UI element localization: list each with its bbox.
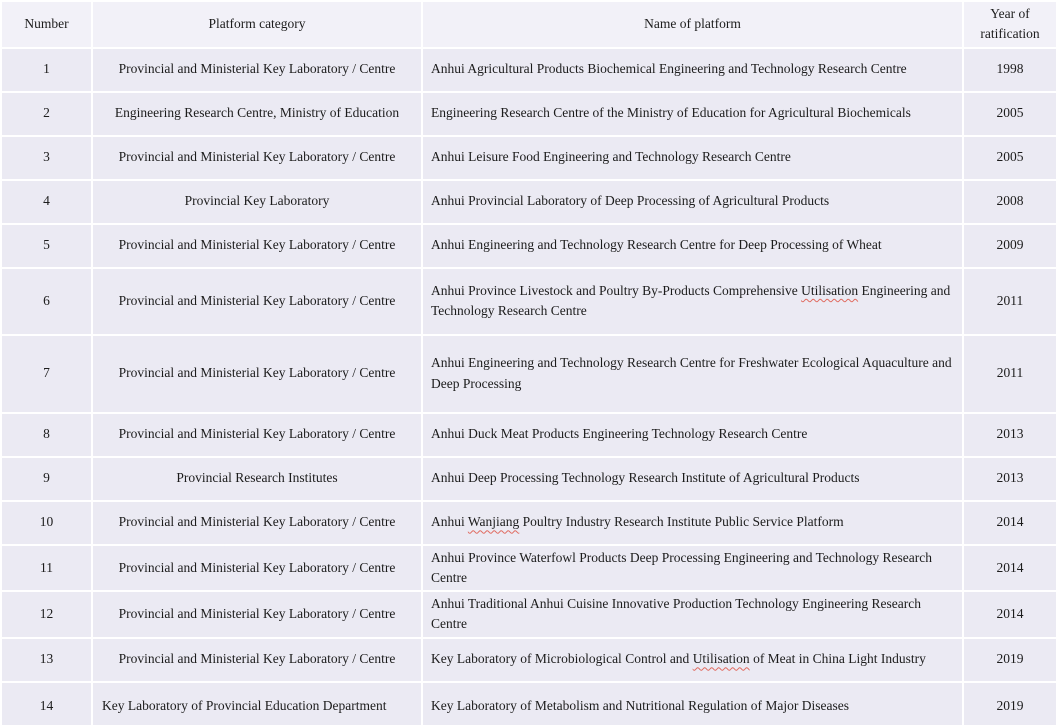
name-cell (422, 413, 963, 457)
name-cell (422, 48, 963, 92)
header-row (1, 1, 1056, 48)
number-cell: 14 (1, 682, 92, 725)
number-cell: 13 (1, 638, 92, 682)
table-row (1, 268, 1056, 335)
misspelled-word: Wanjiang (467, 514, 520, 530)
name-text: of Meat in China Light Industry (749, 651, 926, 667)
misspelled-word: Utilisation (692, 651, 750, 667)
table-row (1, 682, 1056, 725)
year-cell: 2014 (963, 545, 1056, 592)
column-header-number: Number (1, 1, 92, 48)
year-cell: 2011 (963, 335, 1056, 413)
year-cell: 2005 (963, 136, 1056, 180)
name-text: Anhui Traditional Anhui Cuisine Innovative Production Technology Engineering Research Centre (431, 596, 921, 632)
name-text: Anhui Province Livestock and Poultry By-Products Comprehensive (431, 282, 802, 298)
category-cell: Provincial and Ministerial Key Laboratory / Centre (92, 48, 422, 92)
number-cell: 3 (1, 136, 92, 180)
year-cell: 2013 (963, 413, 1056, 457)
name-text: Anhui Leisure Food Engineering and Technology Research Centre (431, 149, 791, 165)
table-row (1, 638, 1056, 682)
number-cell: 11 (1, 545, 92, 592)
name-cell (422, 682, 963, 725)
category-cell: Provincial and Ministerial Key Laboratory / Centre (92, 638, 422, 682)
category-cell: Provincial and Ministerial Key Laboratory / Centre (92, 591, 422, 638)
category-cell: Provincial and Ministerial Key Laboratory / Centre (92, 501, 422, 545)
column-header-year-of-ratification: Year of ratification (963, 1, 1056, 48)
table-row (1, 413, 1056, 457)
category-cell: Provincial and Ministerial Key Laboratory / Centre (92, 413, 422, 457)
number-cell: 8 (1, 413, 92, 457)
table-row (1, 335, 1056, 413)
table-row (1, 180, 1056, 224)
table-row (1, 224, 1056, 268)
table-row (1, 92, 1056, 136)
category-cell: Provincial and Ministerial Key Laboratory / Centre (92, 268, 422, 335)
table-header (1, 1, 1056, 48)
name-cell (422, 591, 963, 638)
category-cell: Provincial and Ministerial Key Laboratory / Centre (92, 335, 422, 413)
name-text: Anhui Engineering and Technology Research Centre for Deep Processing of Wheat (431, 237, 882, 253)
name-cell (422, 638, 963, 682)
name-cell (422, 545, 963, 592)
category-cell: Provincial and Ministerial Key Laboratory / Centre (92, 136, 422, 180)
name-text: Anhui Agricultural Products Biochemical Engineering and Technology Research Centre (431, 61, 907, 77)
name-text: Engineering Research Centre of the Ministry of Education for Agricultural Biochemicals (431, 105, 911, 121)
year-cell: 1998 (963, 48, 1056, 92)
year-cell: 2011 (963, 268, 1056, 335)
name-text: Key Laboratory of Microbiological Control and (431, 651, 693, 667)
category-cell: Provincial and Ministerial Key Laboratory / Centre (92, 545, 422, 592)
year-cell: 2019 (963, 682, 1056, 725)
name-cell (422, 457, 963, 501)
name-cell (422, 501, 963, 545)
category-cell: Engineering Research Centre, Ministry of Education (92, 92, 422, 136)
number-cell: 6 (1, 268, 92, 335)
number-cell: 9 (1, 457, 92, 501)
name-text: Anhui Deep Processing Technology Research Institute of Agricultural Products (431, 470, 860, 486)
category-cell: Provincial Research Institutes (92, 457, 422, 501)
number-cell: 5 (1, 224, 92, 268)
category-cell: Provincial and Ministerial Key Laboratory / Centre (92, 224, 422, 268)
column-header-platform-category: Platform category (92, 1, 422, 48)
column-header-name-of-platform: Name of platform (422, 1, 963, 48)
name-cell (422, 180, 963, 224)
name-text: Anhui Provincial Laboratory of Deep Processing of Agricultural Products (431, 193, 830, 209)
number-cell: 1 (1, 48, 92, 92)
number-cell: 2 (1, 92, 92, 136)
year-cell: 2008 (963, 180, 1056, 224)
name-text: Anhui Engineering and Technology Research Centre for Freshwater Ecological Aquaculture and Deep Processing (431, 355, 952, 391)
number-cell: 12 (1, 591, 92, 638)
name-text: Anhui Province Waterfowl Products Deep Processing Engineering and Technology Research Centre (431, 549, 932, 585)
table-row (1, 457, 1056, 501)
category-cell: Provincial Key Laboratory (92, 180, 422, 224)
table-row (1, 591, 1056, 638)
table-row (1, 136, 1056, 180)
name-text: Anhui (431, 514, 468, 530)
number-cell: 10 (1, 501, 92, 545)
year-cell: 2005 (963, 92, 1056, 136)
name-text: Engineering and Technology Research Centre (431, 282, 951, 318)
table-row (1, 501, 1056, 545)
name-text: Anhui Duck Meat Products Engineering Technology Research Centre (431, 426, 808, 442)
misspelled-word: Utilisation (801, 282, 859, 298)
number-cell: 7 (1, 335, 92, 413)
year-cell: 2014 (963, 501, 1056, 545)
year-cell: 2019 (963, 638, 1056, 682)
name-text: Poultry Industry Research Institute Public Service Platform (519, 514, 844, 530)
table-body (1, 48, 1056, 725)
year-cell: 2014 (963, 591, 1056, 638)
year-cell: 2009 (963, 224, 1056, 268)
name-cell (422, 335, 963, 413)
number-cell: 4 (1, 180, 92, 224)
table-row (1, 545, 1056, 592)
name-cell (422, 224, 963, 268)
name-cell (422, 268, 963, 335)
name-text: Key Laboratory of Metabolism and Nutritional Regulation of Major Diseases (431, 697, 850, 713)
name-cell (422, 136, 963, 180)
category-cell: Key Laboratory of Provincial Education Department (92, 682, 422, 725)
year-cell: 2013 (963, 457, 1056, 501)
name-cell (422, 92, 963, 136)
table-row (1, 48, 1056, 92)
